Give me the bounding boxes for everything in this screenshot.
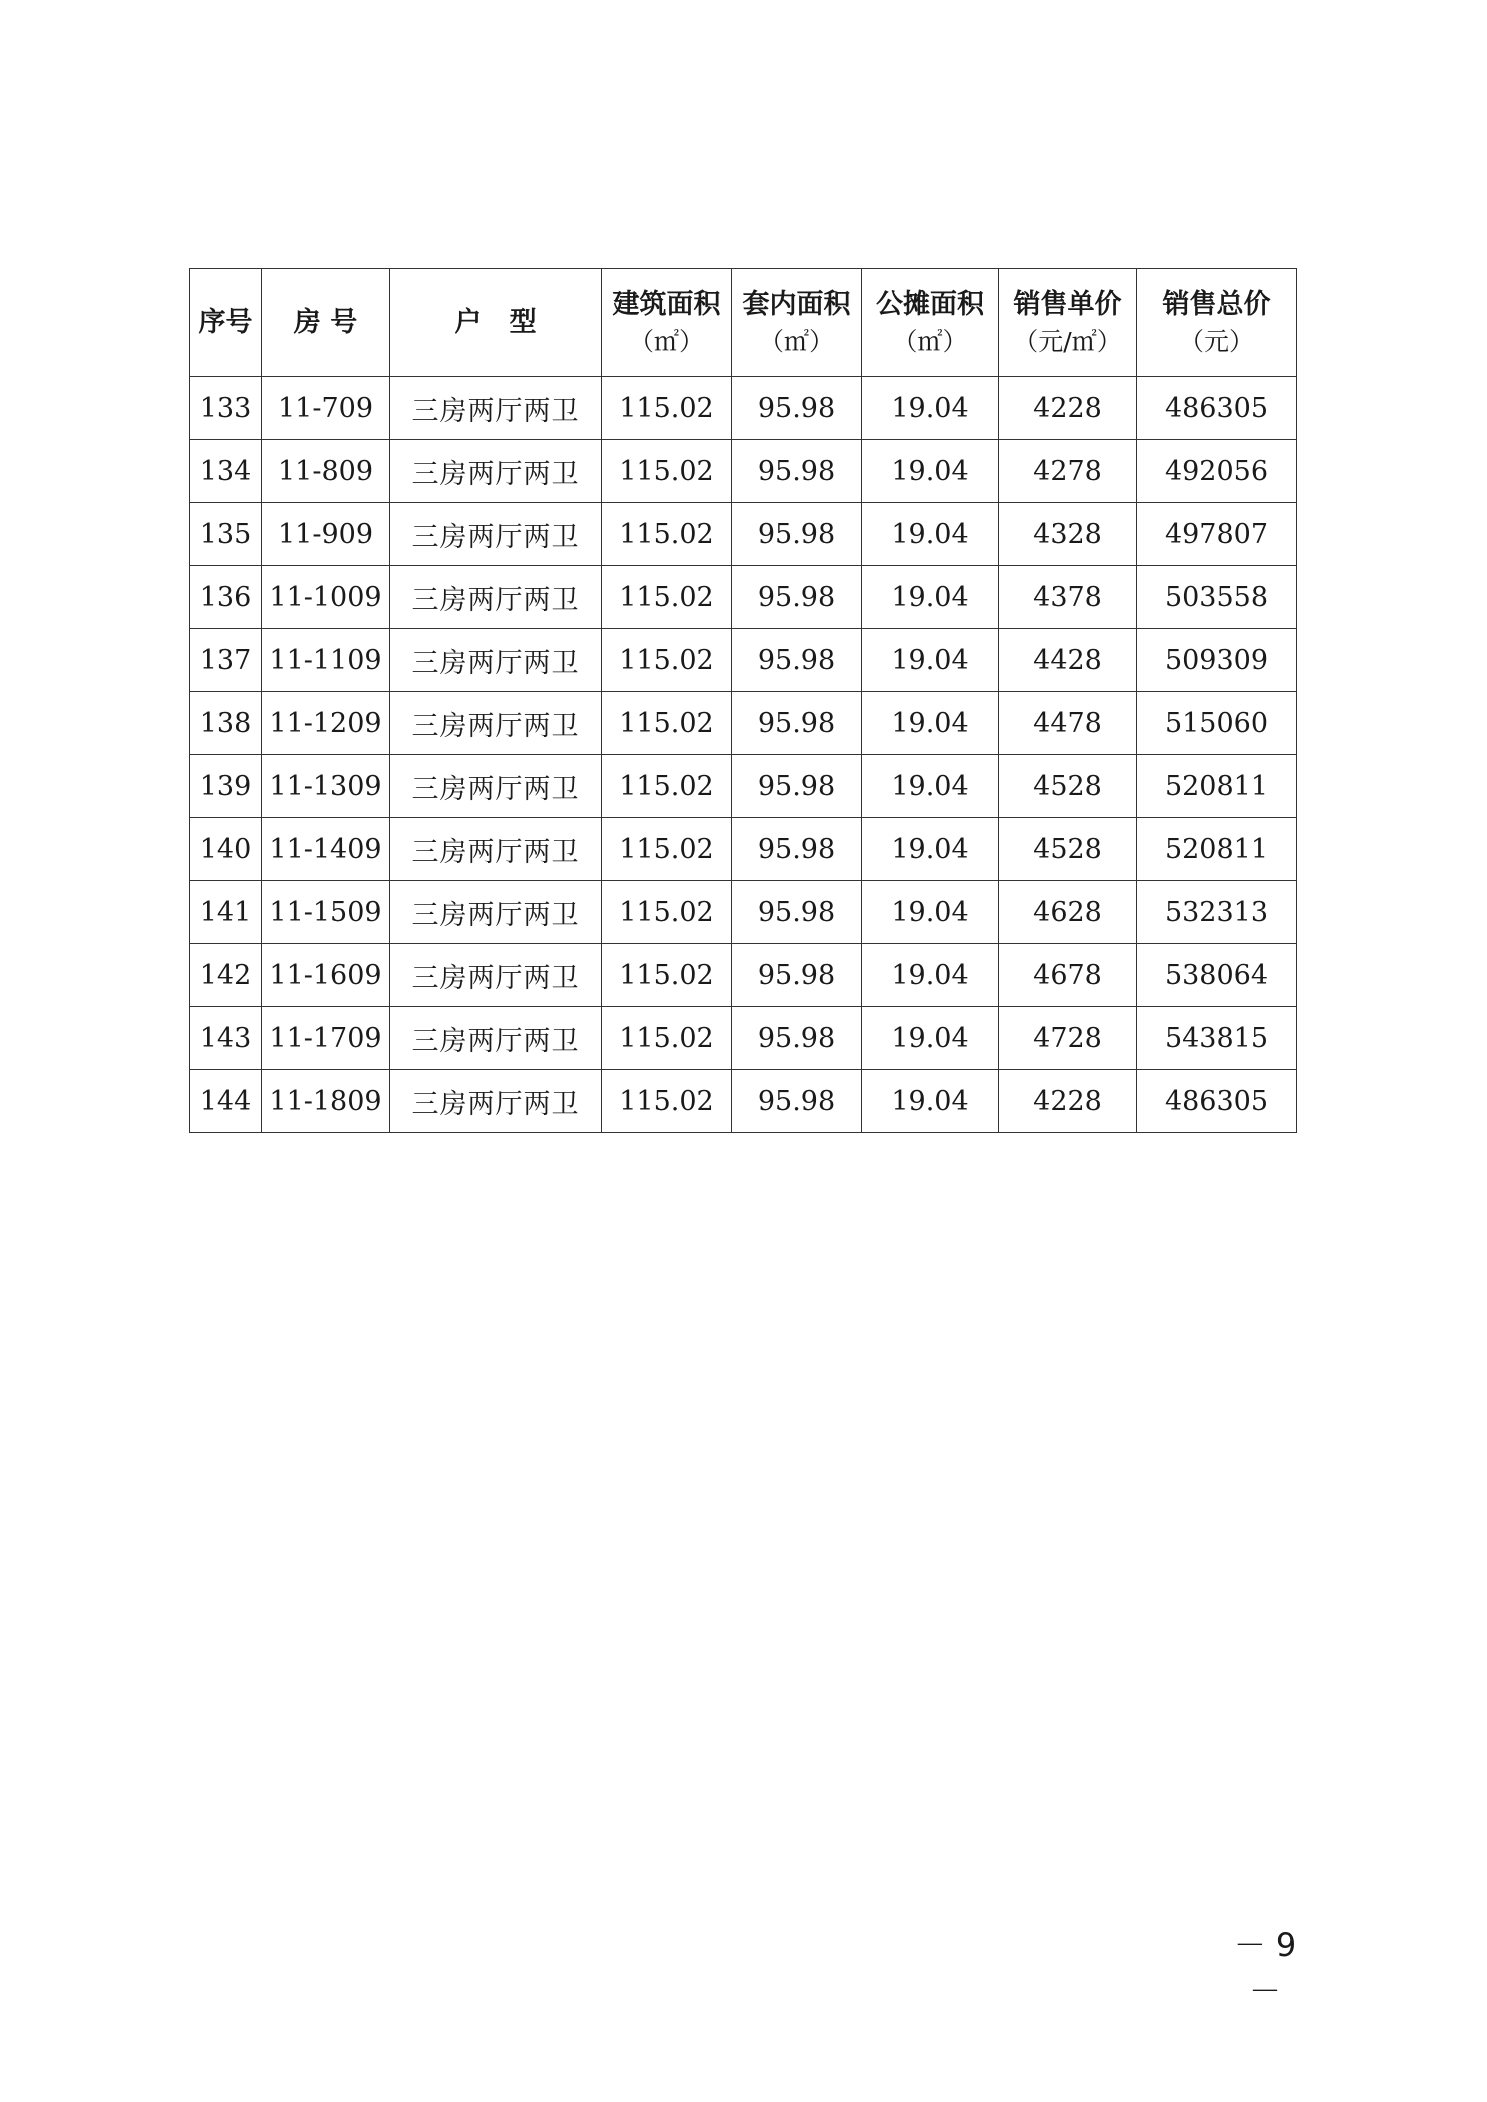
header-inner-area: 套内面积 （㎡）: [732, 269, 862, 377]
table-row: [190, 377, 1297, 440]
header-total-price: 销售总价 （元）: [1137, 269, 1297, 377]
unit-price-cell: 4228: [999, 1070, 1137, 1133]
total-price-cell: 515060: [1137, 692, 1297, 755]
serial-cell: 139: [190, 755, 262, 818]
unit-price-cell: 4628: [999, 881, 1137, 944]
serial-cell: 135: [190, 503, 262, 566]
serial-cell: 142: [190, 944, 262, 1007]
serial-cell: 137: [190, 629, 262, 692]
serial-cell: 141: [190, 881, 262, 944]
serial-cell: 138: [190, 692, 262, 755]
shared-area-cell: 19.04: [862, 818, 999, 881]
room-number-cell: 11-1309: [262, 755, 390, 818]
layout-cell: 三房两厅两卫: [390, 818, 602, 881]
table-row: [190, 503, 1297, 566]
room-number-cell: 11-1409: [262, 818, 390, 881]
table-body: [190, 377, 1297, 1133]
inner-area-cell: 95.98: [732, 818, 862, 881]
unit-price-cell: 4678: [999, 944, 1137, 1007]
unit-price-cell: 4228: [999, 377, 1137, 440]
total-price-cell: 509309: [1137, 629, 1297, 692]
shared-area-cell: 19.04: [862, 629, 999, 692]
serial-cell: 136: [190, 566, 262, 629]
header-layout: 户 型: [390, 269, 602, 377]
header-room-number: 房 号: [262, 269, 390, 377]
layout-cell: 三房两厅两卫: [390, 1007, 602, 1070]
building-area-cell: 115.02: [602, 503, 732, 566]
inner-area-cell: 95.98: [732, 629, 862, 692]
shared-area-cell: 19.04: [862, 1007, 999, 1070]
building-area-cell: 115.02: [602, 629, 732, 692]
room-number-cell: 11-709: [262, 377, 390, 440]
inner-area-cell: 95.98: [732, 1007, 862, 1070]
building-area-cell: 115.02: [602, 881, 732, 944]
table-row: [190, 881, 1297, 944]
layout-cell: 三房两厅两卫: [390, 881, 602, 944]
room-number-cell: 11-1809: [262, 1070, 390, 1133]
total-price-cell: 486305: [1137, 377, 1297, 440]
room-number-cell: 11-809: [262, 440, 390, 503]
inner-area-cell: 95.98: [732, 377, 862, 440]
inner-area-cell: 95.98: [732, 755, 862, 818]
unit-price-cell: 4378: [999, 566, 1137, 629]
header-unit-price: 销售单价 （元/㎡）: [999, 269, 1137, 377]
layout-cell: 三房两厅两卫: [390, 440, 602, 503]
shared-area-cell: 19.04: [862, 1070, 999, 1133]
unit-price-cell: 4428: [999, 629, 1137, 692]
layout-cell: 三房两厅两卫: [390, 503, 602, 566]
layout-cell: 三房两厅两卫: [390, 944, 602, 1007]
shared-area-cell: 19.04: [862, 755, 999, 818]
table-row: [190, 818, 1297, 881]
total-price-cell: 503558: [1137, 566, 1297, 629]
header-building-area: 建筑面积 （㎡）: [602, 269, 732, 377]
unit-price-cell: 4478: [999, 692, 1137, 755]
table-row: [190, 629, 1297, 692]
layout-cell: 三房两厅两卫: [390, 755, 602, 818]
total-price-cell: 543815: [1137, 1007, 1297, 1070]
layout-cell: 三房两厅两卫: [390, 1070, 602, 1133]
unit-price-cell: 4528: [999, 755, 1137, 818]
building-area-cell: 115.02: [602, 692, 732, 755]
total-price-cell: 492056: [1137, 440, 1297, 503]
shared-area-cell: 19.04: [862, 881, 999, 944]
total-price-cell: 520811: [1137, 755, 1297, 818]
total-price-cell: 486305: [1137, 1070, 1297, 1133]
building-area-cell: 115.02: [602, 377, 732, 440]
shared-area-cell: 19.04: [862, 692, 999, 755]
table-row: [190, 944, 1297, 1007]
inner-area-cell: 95.98: [732, 692, 862, 755]
inner-area-cell: 95.98: [732, 566, 862, 629]
shared-area-cell: 19.04: [862, 566, 999, 629]
unit-price-cell: 4728: [999, 1007, 1137, 1070]
building-area-cell: 115.02: [602, 1070, 732, 1133]
building-area-cell: 115.02: [602, 1007, 732, 1070]
table-header-row: [190, 269, 1297, 377]
shared-area-cell: 19.04: [862, 503, 999, 566]
inner-area-cell: 95.98: [732, 440, 862, 503]
table-row: [190, 1007, 1297, 1070]
total-price-cell: 520811: [1137, 818, 1297, 881]
serial-cell: 134: [190, 440, 262, 503]
room-number-cell: 11-909: [262, 503, 390, 566]
layout-cell: 三房两厅两卫: [390, 377, 602, 440]
room-number-cell: 11-1009: [262, 566, 390, 629]
inner-area-cell: 95.98: [732, 881, 862, 944]
table-row: [190, 440, 1297, 503]
building-area-cell: 115.02: [602, 440, 732, 503]
total-price-cell: 532313: [1137, 881, 1297, 944]
total-price-cell: 538064: [1137, 944, 1297, 1007]
price-table: [189, 268, 1297, 1133]
serial-cell: 140: [190, 818, 262, 881]
inner-area-cell: 95.98: [732, 1070, 862, 1133]
table-row: [190, 1070, 1297, 1133]
total-price-cell: 497807: [1137, 503, 1297, 566]
serial-cell: 144: [190, 1070, 262, 1133]
layout-cell: 三房两厅两卫: [390, 692, 602, 755]
building-area-cell: 115.02: [602, 566, 732, 629]
unit-price-cell: 4328: [999, 503, 1137, 566]
inner-area-cell: 95.98: [732, 944, 862, 1007]
shared-area-cell: 19.04: [862, 440, 999, 503]
building-area-cell: 115.02: [602, 755, 732, 818]
layout-cell: 三房两厅两卫: [390, 629, 602, 692]
shared-area-cell: 19.04: [862, 944, 999, 1007]
serial-cell: 143: [190, 1007, 262, 1070]
table-row: [190, 566, 1297, 629]
room-number-cell: 11-1109: [262, 629, 390, 692]
room-number-cell: 11-1509: [262, 881, 390, 944]
header-shared-area: 公摊面积 （㎡）: [862, 269, 999, 377]
inner-area-cell: 95.98: [732, 503, 862, 566]
building-area-cell: 115.02: [602, 944, 732, 1007]
unit-price-cell: 4278: [999, 440, 1137, 503]
layout-cell: 三房两厅两卫: [390, 566, 602, 629]
table-row: [190, 692, 1297, 755]
room-number-cell: 11-1709: [262, 1007, 390, 1070]
building-area-cell: 115.02: [602, 818, 732, 881]
room-number-cell: 11-1209: [262, 692, 390, 755]
room-number-cell: 11-1609: [262, 944, 390, 1007]
header-serial: 序号: [190, 269, 262, 377]
serial-cell: 133: [190, 377, 262, 440]
table-row: [190, 755, 1297, 818]
unit-price-cell: 4528: [999, 818, 1137, 881]
page-number: －9－: [1233, 1926, 1307, 2010]
shared-area-cell: 19.04: [862, 377, 999, 440]
